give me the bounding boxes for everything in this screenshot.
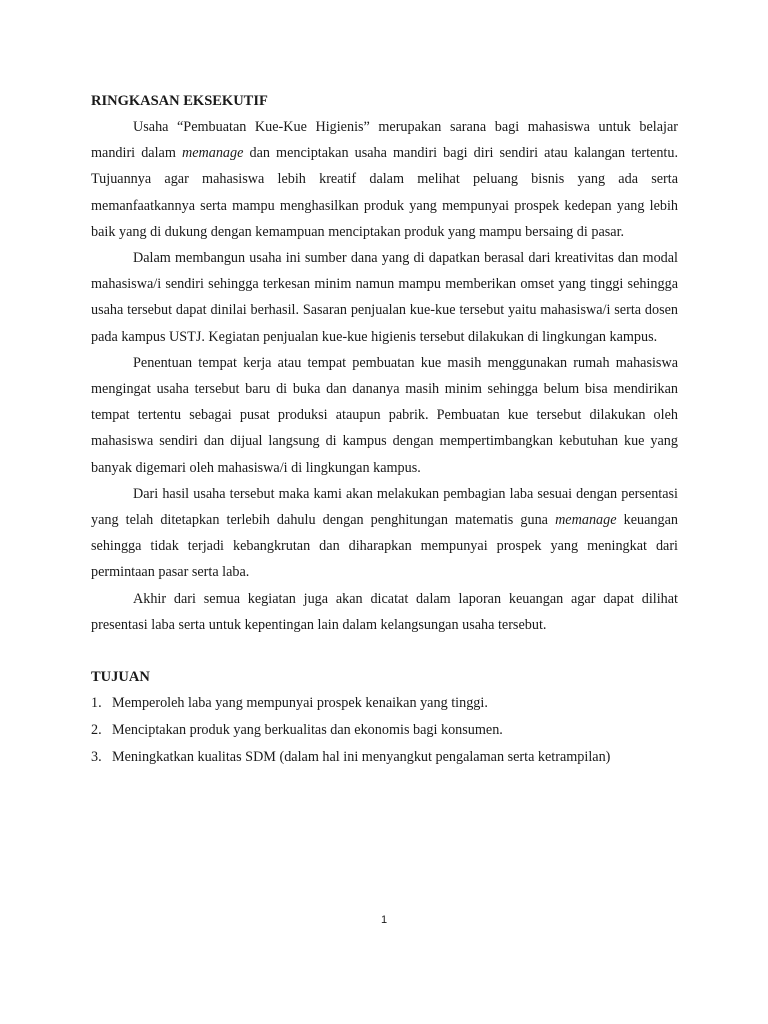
list-item-number: 3. <box>91 749 102 766</box>
summary-paragraph-2: Dalam membangun usaha ini sumber dana yang di dapatkan berasal dari kreativitas dan modal mahasiswa/i sendiri sehingga terkesan minim namun mampu memberikan omset yang tinggi sehingga usaha tersebut dapat dinilai berhasil. Sasaran penjualan kue-kue tersebut yaitu mahasiswa/i serta dosen pada kampus USTJ. Kegiatan penjualan kue-kue higienis tersebut dilakukan di lingkungan kampus. <box>91 250 678 345</box>
summary-paragraph-5: Akhir dari semua kegiatan juga akan dicatat dalam laporan keuangan agar dapat dilihat presentasi laba serta untuk kepentingan lain dalam kelangsungan usaha tersebut. <box>91 590 678 633</box>
goals-heading: TUJUAN <box>91 669 150 686</box>
list-item-number: 2. <box>91 722 102 739</box>
list-item <box>91 744 678 771</box>
list-item <box>91 717 678 744</box>
paragraph-text: dan menciptakan usaha mandiri bagi diri sendiri atau kalangan tertentu. Tujuannya agar mahasiswa lebih kreatif dalam melihat peluang bisnis yang ada serta memanfaatkannya serta mampu menghasilkan produk yang mempunyai prospek kedepan yang lebih baik yang di dukung dengan kemampuan menciptakan produk yang mampu bersaing di pasar. <box>91 145 679 240</box>
list-item-text: Meningkatkan kualitas SDM (dalam hal ini menyangkut pengalaman serta ketrampilan) <box>112 749 611 766</box>
summary-heading: RINGKASAN EKSEKUTIF <box>91 93 268 109</box>
paragraph-text: Dari hasil usaha tersebut maka kami akan melakukan pembagian laba sesuai dengan persentasi yang telah ditetapkan terlebih dahulu dengan penghitungan matematis guna <box>91 485 678 529</box>
italic-term: memanage <box>555 512 617 529</box>
list-item-text: Menciptakan produk yang berkualitas dan ekonomis bagi konsumen. <box>112 722 503 739</box>
summary-paragraph-3: Penentuan tempat kerja atau tempat pembuatan kue masih menggunakan rumah mahasiswa mengingat usaha tersebut baru di buka dan dananya masih minim sehingga belum bisa mendirikan tempat tertentu sebagai pusat produksi ataupun pabrik. Pembuatan kue tersebut dilakukan oleh mahasiswa sendiri dan dijual langsung di kampus dengan mempertimbangkan kebutuhan kue yang banyak digemari oleh mahasiswa/i di lingkungan kampus. <box>91 354 678 476</box>
list-item <box>91 690 678 717</box>
list-item-text: Memperoleh laba yang mempunyai prospek kenaikan yang tinggi. <box>112 695 488 712</box>
goals-list <box>91 690 678 771</box>
paragraph-text: Usaha “Pembuatan Kue-Kue Higienis” merupakan sarana bagi mahasiswa untuk belajar mandiri dalam <box>91 119 678 162</box>
list-item-number: 1. <box>91 695 102 712</box>
section-spacer <box>91 638 678 664</box>
page-content <box>91 88 678 771</box>
page-number: 1 <box>380 914 388 926</box>
summary-paragraph-4 <box>91 481 678 586</box>
italic-term: memanage <box>181 145 244 162</box>
paragraph-text: keuangan sehingga tidak terjadi kebangkrutan dan diharapkan mempunyai prospek yang meningkat dari permintaan pasar serta laba. <box>91 512 678 581</box>
summary-paragraph-1 <box>91 114 678 245</box>
